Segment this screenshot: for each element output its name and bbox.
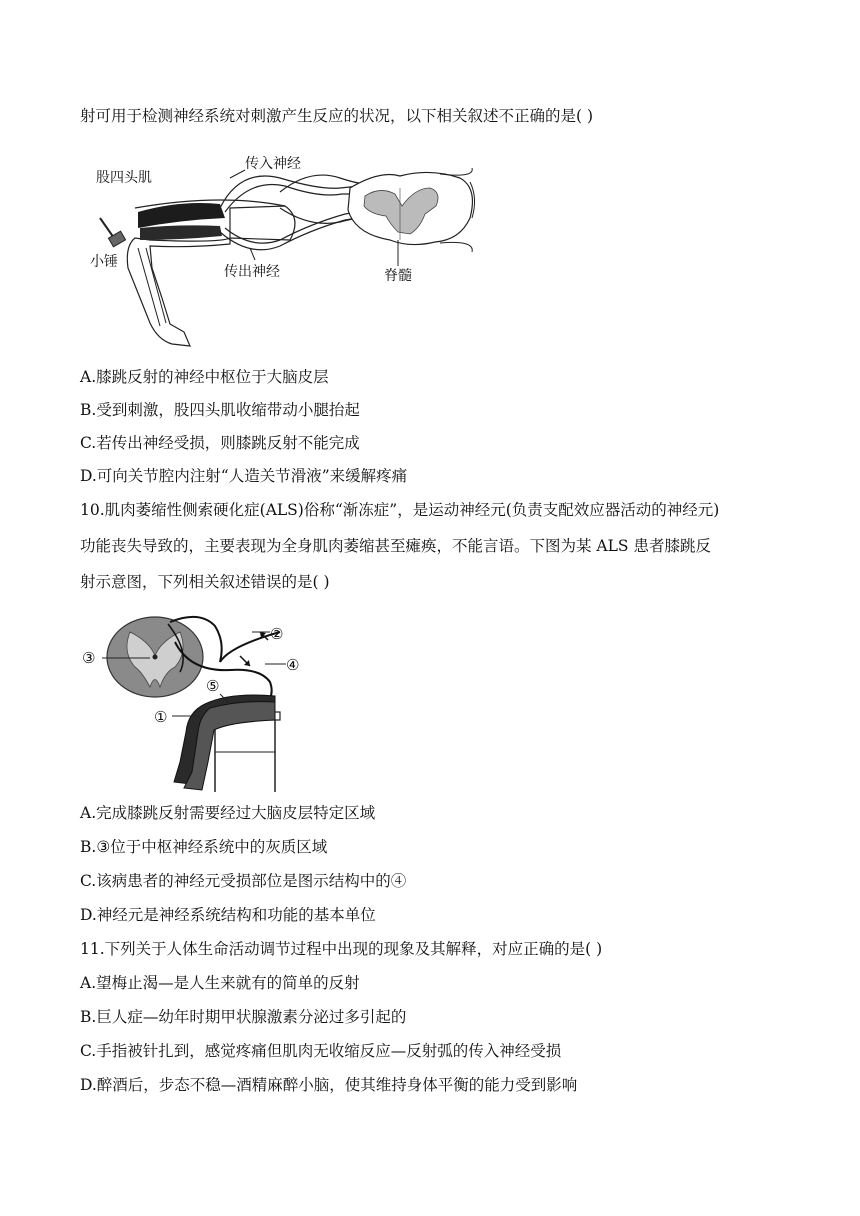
label-5: ⑤ (206, 677, 220, 695)
spinal-cross-section (107, 617, 203, 697)
q9-option-b: B.受到刺激，股四头肌收缩带动小腿抬起 (80, 401, 360, 419)
quadriceps-lower (140, 225, 222, 240)
label-1: ① (154, 708, 168, 726)
q10-stem-line-1: 10.肌肉萎缩性侧索硬化症(ALS)俗称“渐冻症”，是运动神经元(负责支配效应器活动的神经元) (80, 501, 720, 519)
spinal-cord-section (348, 168, 475, 252)
label-spinal: 脊髓 (384, 268, 412, 284)
q9-option-a: A.膝跳反射的神经中枢位于大脑皮层 (80, 368, 329, 386)
knee-reflex-figure (80, 148, 480, 350)
hammer-icon (100, 218, 126, 247)
label-quadriceps: 股四头肌 (96, 170, 152, 186)
q9-option-d: D.可向关节腔内注射“人造关节滑液”来缓解疼痛 (80, 467, 408, 485)
label-efferent: 传出神经 (224, 264, 280, 280)
q11-option-a: A.望梅止渴—是人生来就有的简单的反射 (80, 974, 360, 992)
q11-option-b: B.巨人症—幼年时期甲状腺激素分泌过多引起的 (80, 1008, 407, 1026)
q11-option-c: C.手指被针扎到，感觉疼痛但肌肉无收缩反应—反射弧的传入神经受损 (80, 1042, 562, 1060)
afferent-nerve (220, 176, 360, 208)
q11-option-d: D.醉酒后，步态不稳—酒精麻醉小脑，使其维持身体平衡的能力受到影响 (80, 1076, 578, 1094)
label-4: ④ (286, 656, 300, 674)
q11-stem: 11.下列关于人体生命活动调节过程中出现的现象及其解释，对应正确的是( ) (80, 940, 603, 958)
q10-option-d: D.神经元是神经系统结构和功能的基本单位 (80, 906, 376, 924)
q10-option-a: A.完成膝跳反射需要经过大脑皮层特定区域 (80, 804, 376, 822)
q10-stem-line-2: 功能丧失导致的，主要表现为全身肌肉萎缩甚至瘫痪，不能言语。下图为某 ALS 患者膝跳反 (80, 537, 711, 555)
q10-option-b: B.③位于中枢神经系统中的灰质区域 (80, 838, 328, 856)
q9-option-c: C.若传出神经受损，则膝跳反射不能完成 (80, 434, 360, 452)
label-afferent: 传入神经 (245, 156, 301, 172)
q9-stem-tail: 射可用于检测神经系统对刺激产生反应的状况，以下相关叙述不正确的是( ) (80, 107, 594, 125)
quadriceps-upper (138, 203, 225, 228)
label-3: ③ (82, 649, 96, 667)
label-hammer: 小锤 (90, 254, 118, 270)
label-2: ② (270, 625, 284, 643)
q10-stem-line-3: 射示意图，下列相关叙述错误的是( ) (80, 573, 330, 591)
leg-on-stool (174, 695, 280, 792)
als-reflex-figure (80, 612, 310, 794)
q10-option-c: C.该病患者的神经元受损部位是图示结构中的④ (80, 872, 407, 890)
